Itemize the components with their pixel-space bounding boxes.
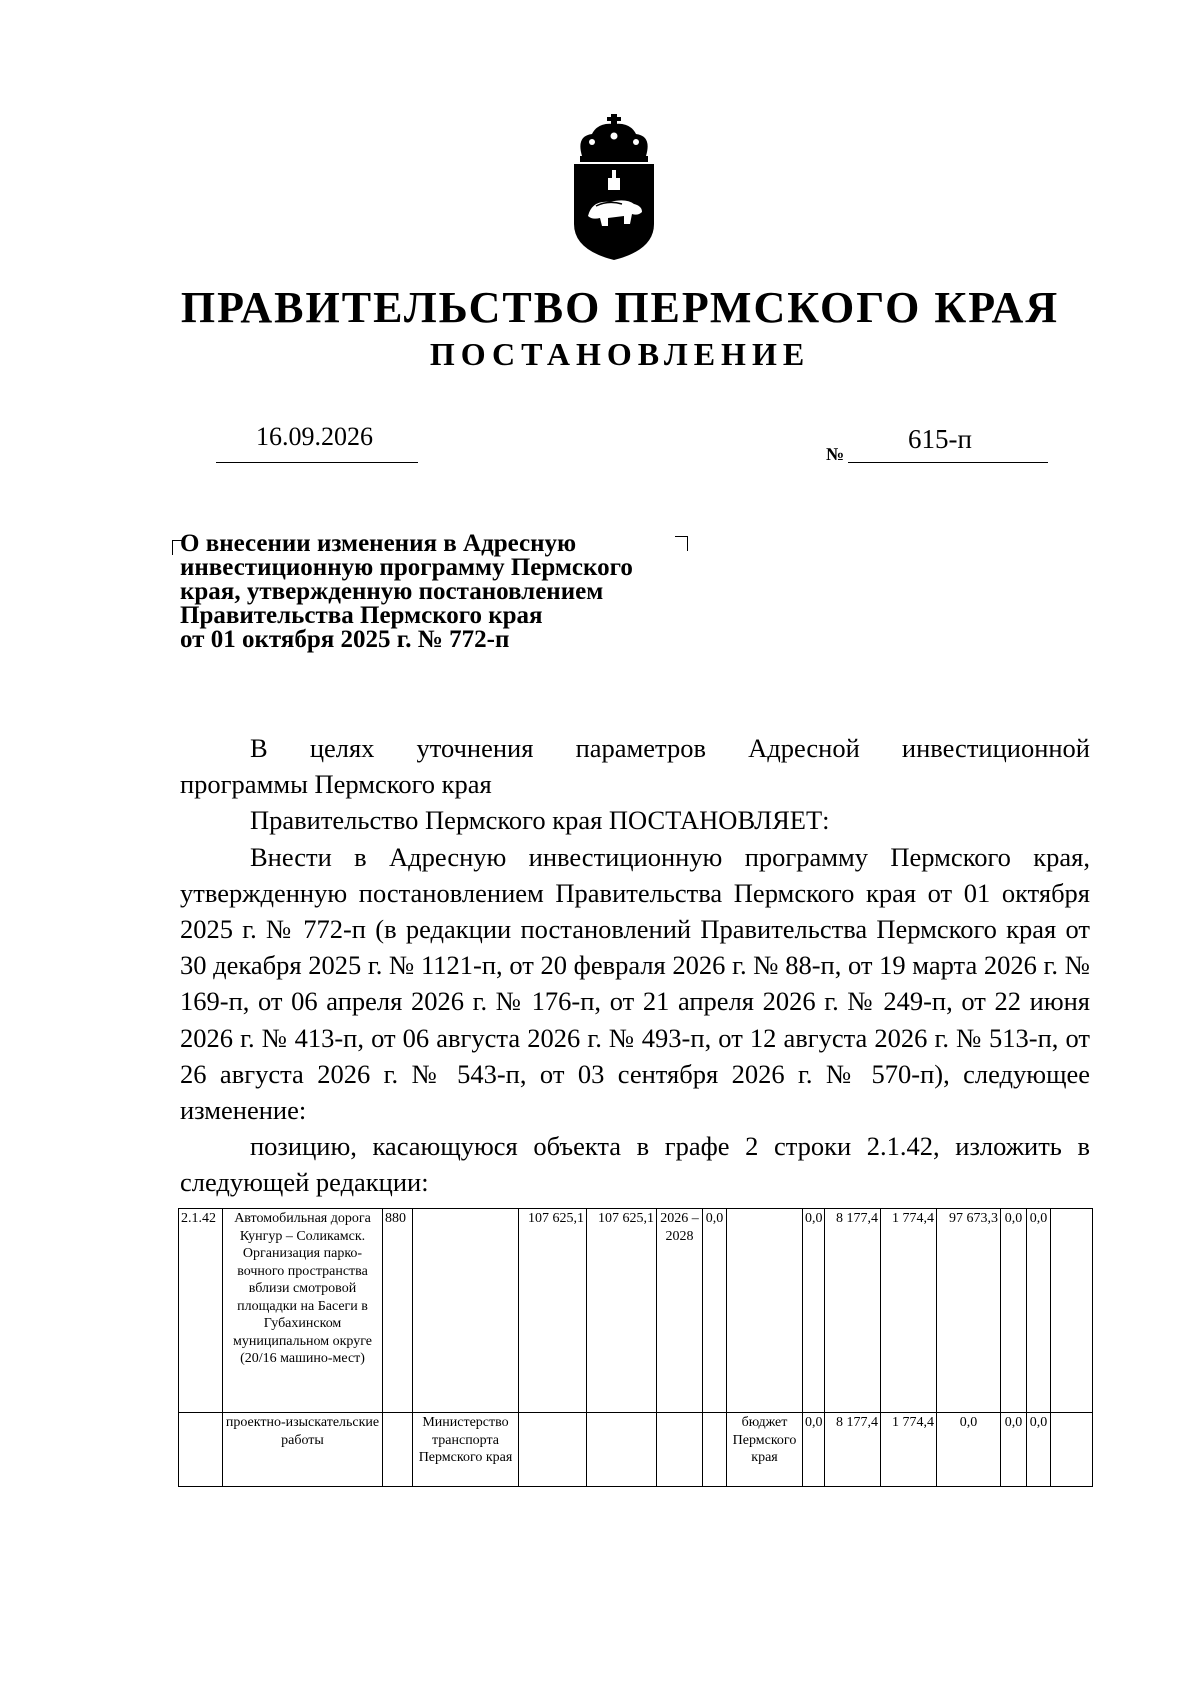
cell-value: 0,0 [803,1413,825,1487]
date-underline [216,462,418,463]
paragraph-position: позицию, касающуюся объекта в графе 2 строки 2.1.42, изложить в следующей редакции: [180,1131,1090,1198]
cell-capacity [383,1413,413,1487]
coat-of-arms-emblem [568,112,660,262]
cell-value: 1 774,4 [881,1413,937,1487]
cell-cost-total [519,1413,587,1487]
cell-empty [1051,1209,1093,1413]
document-number: 615-п [908,424,972,454]
subject-line: края, утвержденную постановлением [180,578,604,605]
government-title: ПРАВИТЕЛЬСТВО ПЕРМСКОГО КРАЯ [180,283,1060,332]
cell-value: 0,0 [703,1209,727,1413]
cell-code [179,1413,223,1487]
document-body [180,730,1090,1201]
document-type: ПОСТАНОВЛЕНИЕ [429,336,811,372]
cell-value: 0,0 [937,1413,1001,1487]
paragraph-amendment: Внести в Адресную инвестиционную программу Пермского края, утвержденную постановлением Правительства Пермского края от 01 октября 2025 г. № 772-п (в редакции постановлений Правительства Пермского края от 30 декабря 2025 г. № 1121-п, от 20 февраля 2026 г. № 88-п, от 19 марта 2026 г. № 169-п, от 06 апреля 2026 г. № 176-п, от 21 апреля 2026 г. № 249-п, от 22 июня 2026 г. № 413-п, от 06 августа 2026 г. № 493-п, от 12 августа 2026 г. № 513-п, от 26 августа 2026 г. № 543-п, от 03 сентября 2026 г. № 570-п), следующее изменение: [180,841,1090,1126]
paragraph-resolves: Правительство Пермского края ПОСТАНОВЛЯЕТ: [250,805,830,836]
amendment-table [178,1208,1093,1487]
paragraph-purpose-line2: программы Пермского края [180,769,492,800]
cell-value: 0,0 [1001,1413,1027,1487]
paragraph-purpose-line1: В целях уточнения параметров Адресной инвестиционной [250,733,1090,763]
cell-value: 8 177,4 [825,1413,881,1487]
cell-value: 8 177,4 [825,1209,881,1413]
number-sign: № [826,444,845,464]
cell-empty [1051,1413,1093,1487]
cell-period: 2026 – 2028 [657,1209,703,1413]
subject-line: Правительства Пермского края [180,602,543,629]
subject-line: О внесении изменения в Адресную [180,530,577,557]
cell-executor: Министерство транспорта Пермского края [413,1413,519,1487]
cell-value: 0,0 [1027,1209,1051,1413]
cell-funding-source [727,1209,803,1413]
cell-value: 1 774,4 [881,1209,937,1413]
cell-value [703,1413,727,1487]
cell-capacity: 880 [383,1209,413,1413]
cell-value: 97 673,3 [937,1209,1001,1413]
number-underline [848,462,1048,463]
cell-object-name: Автомобильная дорога Кунгур – Соликамск. Организация парко-вочного пространства вблизи смотровой площадки на Басеги в Губахинском муниципальном округе (20/16 машино-мест) [223,1209,383,1413]
cell-object-name: проектно-изыскательские работы [223,1413,383,1487]
cell-value: 0,0 [1001,1209,1027,1413]
subject-line: от 01 октября 2025 г. № 772-п [180,626,510,653]
table-row [179,1209,1093,1413]
cell-value: 0,0 [1027,1413,1051,1487]
cell-executor [413,1209,519,1413]
document-subject [180,532,700,652]
cell-funding-source: бюджет Пермского края [727,1413,803,1487]
cell-cost-remaining: 107 625,1 [587,1209,657,1413]
cell-value: 0,0 [803,1209,825,1413]
cell-cost-total: 107 625,1 [519,1209,587,1413]
cell-code: 2.1.42 [179,1209,223,1413]
cell-period [657,1413,703,1487]
document-date: 16.09.2026 [256,422,373,451]
table-row [179,1413,1093,1487]
cell-cost-remaining [587,1413,657,1487]
subject-line: инвестиционную программу Пермского [180,554,633,581]
